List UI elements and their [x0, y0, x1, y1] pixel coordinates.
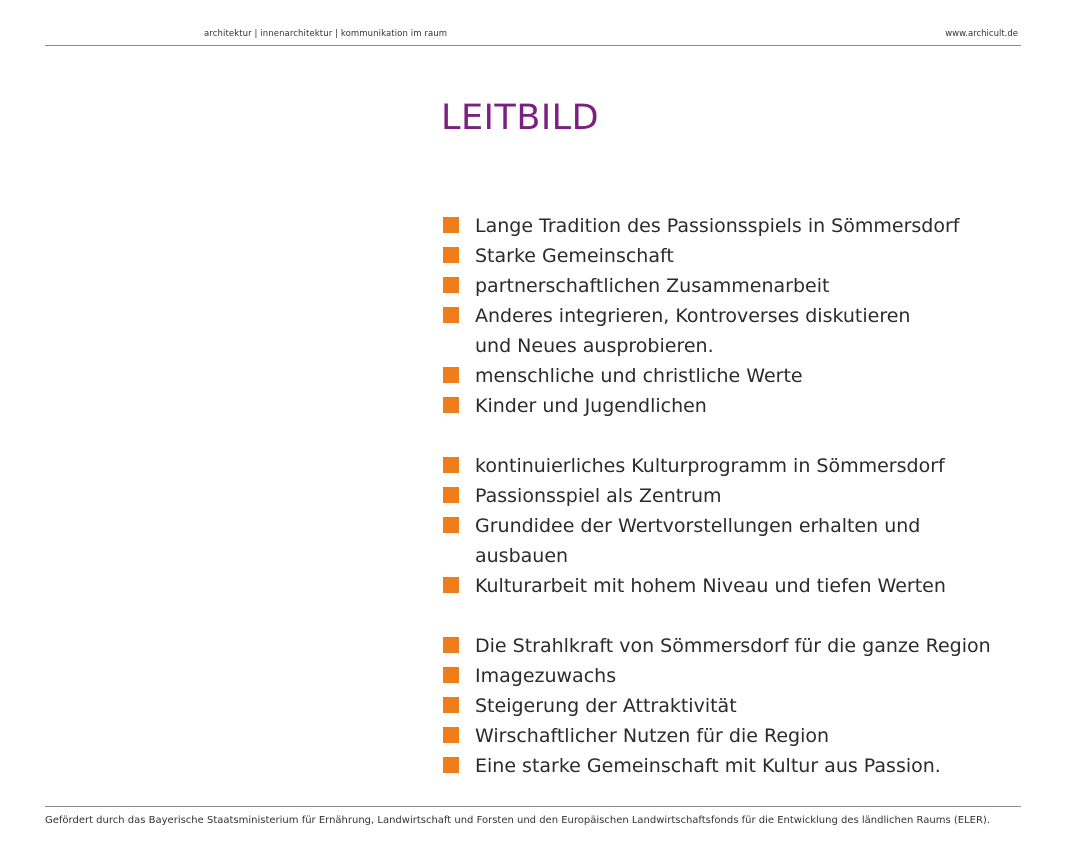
website-url: www.archicult.de — [945, 29, 1018, 39]
list-item — [441, 451, 1011, 481]
header-divider — [45, 45, 1021, 46]
square-bullet-icon — [443, 217, 459, 233]
list-item — [441, 721, 1011, 751]
list-item-text: menschliche und christliche Werte — [475, 365, 803, 387]
list-item — [441, 481, 1011, 511]
square-bullet-icon — [443, 577, 459, 593]
square-bullet-icon — [443, 727, 459, 743]
list-item — [441, 241, 1011, 271]
list-item-text: Grundidee der Wertvorstellungen erhalten und ausbauen — [475, 515, 921, 567]
square-bullet-icon — [443, 487, 459, 503]
list-item — [441, 661, 1011, 691]
list-item — [441, 391, 1011, 421]
list-item — [441, 211, 1011, 241]
list-item — [441, 751, 1011, 781]
list-item-text: Eine starke Gemeinschaft mit Kultur aus Passion. — [475, 755, 941, 777]
square-bullet-icon — [443, 697, 459, 713]
square-bullet-icon — [443, 367, 459, 383]
list-item-text: kontinuierliches Kulturprogramm in Sömmersdorf — [475, 455, 945, 477]
square-bullet-icon — [443, 397, 459, 413]
list-item — [441, 571, 1011, 601]
bullet-group-3 — [441, 631, 1011, 781]
square-bullet-icon — [443, 277, 459, 293]
list-item — [441, 271, 1011, 301]
funding-note: Gefördert durch das Bayerische Staatsministerium für Ernährung, Landwirtschaft und Forsten und den Europäischen Landwirtschaftsfonds für die Entwicklung des ländlichen Raums (ELER). — [45, 815, 991, 826]
list-item — [441, 631, 1011, 661]
square-bullet-icon — [443, 757, 459, 773]
list-item-text: Passionsspiel als Zentrum — [475, 485, 722, 507]
square-bullet-icon — [443, 457, 459, 473]
list-item — [441, 301, 1011, 361]
square-bullet-icon — [443, 247, 459, 263]
list-item-text: Lange Tradition des Passionsspiels in Sömmersdorf — [475, 215, 960, 237]
square-bullet-icon — [443, 637, 459, 653]
list-item-text: Wirschaftlicher Nutzen für die Region — [475, 725, 830, 747]
header-tagline: architektur | innenarchitektur | kommunikation im raum — [204, 29, 448, 39]
list-item — [441, 361, 1011, 391]
list-item-text: Kulturarbeit mit hohem Niveau und tiefen Werten — [475, 575, 946, 597]
list-item-text: Starke Gemeinschaft — [475, 245, 674, 267]
footer-divider — [45, 806, 1021, 807]
list-item-text: Kinder und Jugendlichen — [475, 395, 707, 417]
square-bullet-icon — [443, 307, 459, 323]
bullet-group-1 — [441, 211, 1011, 421]
list-item-text: Imagezuwachs — [475, 665, 617, 687]
list-item-text: Anderes integrieren, Kontroverses diskutieren und Neues ausprobieren. — [475, 305, 911, 357]
page-title: LEITBILD — [441, 98, 600, 138]
list-item-text: Steigerung der Attraktivität — [475, 695, 737, 717]
square-bullet-icon — [443, 517, 459, 533]
list-item — [441, 511, 1011, 571]
list-item-text: partnerschaftlichen Zusammenarbeit — [475, 275, 830, 297]
list-item-text: Die Strahlkraft von Sömmersdorf für die ganze Region — [475, 635, 991, 657]
list-item — [441, 691, 1011, 721]
mission-list — [441, 211, 1011, 781]
bullet-group-2 — [441, 451, 1011, 601]
square-bullet-icon — [443, 667, 459, 683]
